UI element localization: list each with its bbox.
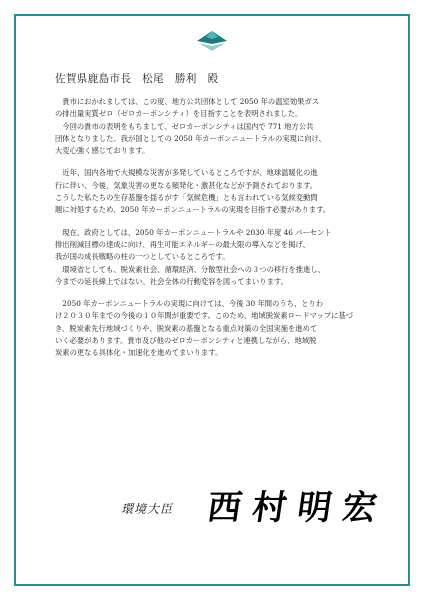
text-line: 近年、国内各地で大規模な災害が多発しているところですが、地球温暖化の進 [55,168,318,178]
text-line: 2050 年カーボンニュートラルの実現に向けては、今後 30 年間のうち、とりわ [55,299,324,309]
text-line: 我が国の成長戦略の柱の一つとしているところです。 [55,252,230,262]
paragraph-1 [55,96,371,157]
addressee: 佐賀県鹿島市長 松尾 勝利 殿 [55,73,219,85]
text-line: 題に対処するため、2050 年カーボンニュートラルの実現を目指す必要があります。 [55,205,331,215]
text-line: 炭素の更なる具体化・加速化を進めてまいります。 [55,348,223,358]
text-line: 現在、政府としては、2050 年カーボンニュートラルや 2030 年度 46 パーセント [55,227,332,237]
text-line: き、脱炭素先行地域づくりや、脱炭素の基盤となる重点対策の全国実施を進めて [55,323,318,333]
ministry-logo-icon [196,30,228,52]
letter-body [55,96,371,360]
text-line: 今までの延長線上ではない、社会全体の行動変容を図ってまいります。 [55,276,288,286]
paragraph-3 [55,227,371,288]
signature-title: 環境大臣 [121,502,174,516]
signature-name: 西村明宏 [204,488,391,528]
text-line: 環境省としても、脱炭素社会、循環経済、分散型社会への３つの移行を推進し、 [55,264,325,274]
text-line: 排出削減目標の達成に向け、再生可能エネルギーの最大限の導入などを掲げ、 [55,239,310,249]
text-line: いく必要があります。貴市及び他のゼロカーボンシティと連携しながら、地域脱 [55,336,317,346]
text-line: 行に伴い、今後、気象災害の更なる頻発化・激甚化などが予測されております。 [55,180,318,190]
text-line: 今回の貴市の表明をもちまして、ゼロカーボンシティは国内で 771 地方公共 [55,121,314,131]
text-line: 団体となりました。我が国としての 2050 年カーボンニュートラルの実現に向け、 [55,133,326,143]
text-line: こうした私たちの生存基盤を揺るがす「気候危機」とも言われている気候変動問 [55,193,318,203]
text-line: 大変心強く感じております。 [55,146,150,156]
text-line: 貴市におかれましては、この度、地方公共団体として 2050 年の温室効果ガス [55,97,320,106]
text-line: の排出量実質ゼロ（ゼロカーボンシティ）を目指すことを表明されました。 [55,109,303,119]
paragraph-2 [55,167,371,216]
text-line: け２０３０年までの今後の１０年間が重要です。このため、地域脱炭素ロードマップに基づ [55,311,354,321]
paragraph-4 [55,298,371,359]
